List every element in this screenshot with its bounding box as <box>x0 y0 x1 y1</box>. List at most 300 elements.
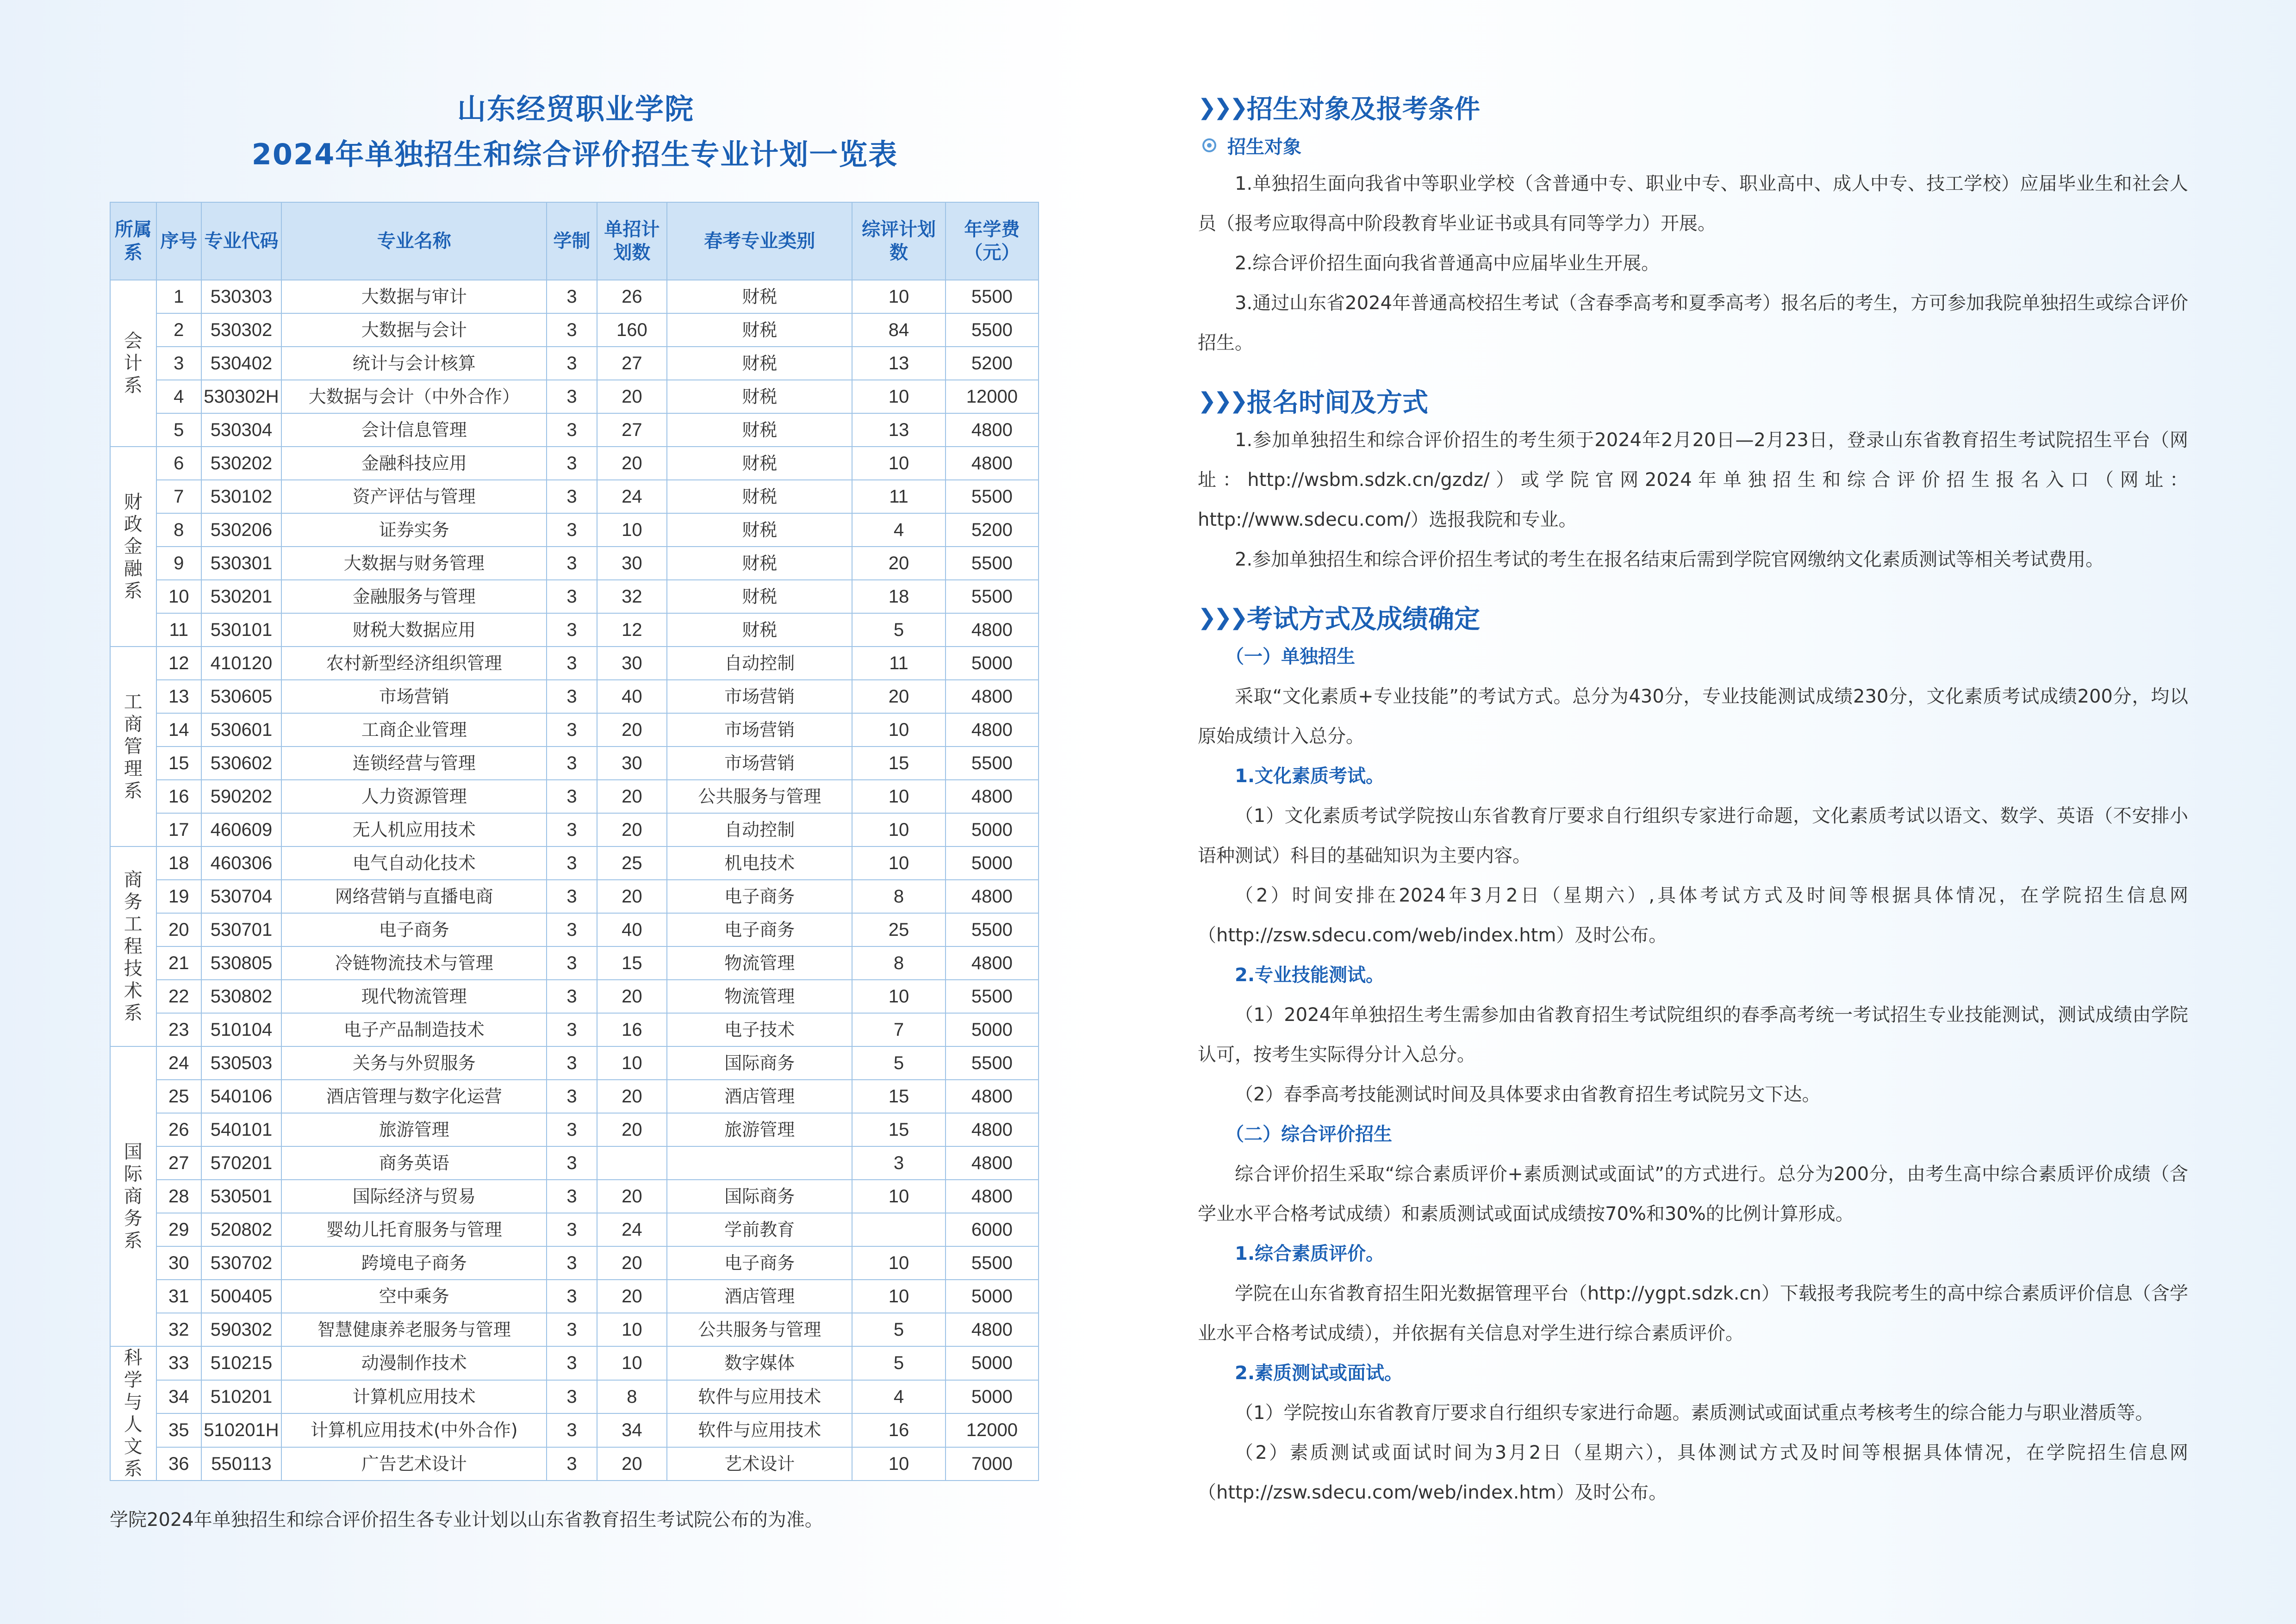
cell-major: 无人机应用技术 <box>281 813 547 846</box>
cell-category: 酒店管理 <box>667 1080 852 1113</box>
table-row <box>110 313 1039 347</box>
paragraph: （1）2024年单独招生考生需参加由省教育招生考试院组织的春季高考统一考试招生专业技能测试，测试成绩由学院认可，按考生实际得分计入总分。 <box>1198 1004 2188 1065</box>
cell-seq: 3 <box>156 347 201 380</box>
cell-single-quota: 20 <box>597 880 667 913</box>
table-title: 2024年单独招生和综合评价招生专业计划一览表 <box>251 137 898 171</box>
cell-years: 3 <box>547 447 597 480</box>
cell-years: 3 <box>547 480 597 513</box>
cell-category: 财税 <box>667 280 852 313</box>
cell-major: 大数据与审计 <box>281 280 547 313</box>
cell-category: 电子商务 <box>667 913 852 946</box>
cell-major: 资产评估与管理 <box>281 480 547 513</box>
cell-code: 550113 <box>201 1447 281 1481</box>
table-row <box>110 647 1039 680</box>
cell-tuition: 6000 <box>946 1213 1039 1246</box>
cell-tuition: 5500 <box>946 480 1039 513</box>
cell-tuition: 5000 <box>946 647 1039 680</box>
cell-major: 计算机应用技术 <box>281 1380 547 1414</box>
cell-comp-quota: 10 <box>852 1280 945 1313</box>
cell-code: 530301 <box>201 547 281 580</box>
cell-single-quota: 8 <box>597 1380 667 1414</box>
cell-years: 3 <box>547 680 597 713</box>
cell-department: 会计系 <box>110 280 156 447</box>
cell-single-quota: 20 <box>597 1113 667 1146</box>
cell-seq: 22 <box>156 980 201 1013</box>
cell-seq: 34 <box>156 1380 201 1414</box>
cell-department: 商务工程技术系 <box>110 846 156 1046</box>
paragraph: （2）素质测试或面试时间为3月2日（星期六），具体测试方式及时间等根据具体情况，在学院招生信息网（http://zsw.sdecu.com/web/index.htm）及时公布。 <box>1198 1442 2188 1503</box>
cell-code: 530202 <box>201 447 281 480</box>
cell-tuition: 4800 <box>946 1313 1039 1346</box>
cell-code: 510201 <box>201 1380 281 1414</box>
table-row <box>110 447 1039 480</box>
section-title: 报名时间及方式 <box>1247 388 1428 418</box>
cell-major: 统计与会计核算 <box>281 347 547 380</box>
cell-code: 510215 <box>201 1346 281 1380</box>
cell-code: 530701 <box>201 913 281 946</box>
cell-single-quota: 24 <box>597 480 667 513</box>
cell-major: 旅游管理 <box>281 1113 547 1146</box>
cell-major: 计算机应用技术(中外合作) <box>281 1413 547 1447</box>
cell-seq: 16 <box>156 780 201 813</box>
plan-page <box>110 88 1040 1531</box>
cell-code: 530704 <box>201 880 281 913</box>
table-row <box>110 813 1039 846</box>
cell-comp-quota: 10 <box>852 1180 945 1213</box>
cell-comp-quota: 5 <box>852 1346 945 1380</box>
cell-years: 3 <box>547 280 597 313</box>
cell-single-quota: 30 <box>597 547 667 580</box>
cell-code: 500405 <box>201 1280 281 1313</box>
cell-category: 财税 <box>667 480 852 513</box>
cell-single-quota: 15 <box>597 946 667 980</box>
table-row <box>110 1380 1039 1414</box>
cell-category <box>667 1146 852 1180</box>
paragraph: 2.综合评价招生面向我省普通高中应届毕业生开展。 <box>1235 253 1660 274</box>
cell-years: 3 <box>547 613 597 647</box>
cell-tuition: 12000 <box>946 380 1039 413</box>
cell-category: 机电技术 <box>667 846 852 880</box>
cell-years: 3 <box>547 913 597 946</box>
table-row <box>110 613 1039 647</box>
cell-major: 智慧健康养老服务与管理 <box>281 1313 547 1346</box>
cell-comp-quota: 13 <box>852 413 945 447</box>
cell-code: 530302 <box>201 313 281 347</box>
cell-comp-quota: 7 <box>852 1013 945 1046</box>
cell-single-quota: 20 <box>597 1080 667 1113</box>
cell-code: 510104 <box>201 1013 281 1046</box>
cell-years: 3 <box>547 1246 597 1280</box>
cell-single-quota: 30 <box>597 647 667 680</box>
cell-category: 财税 <box>667 447 852 480</box>
cell-seq: 33 <box>156 1346 201 1380</box>
cell-major: 大数据与财务管理 <box>281 547 547 580</box>
cell-years: 3 <box>547 946 597 980</box>
col-header-major: 专业名称 <box>281 202 547 280</box>
cell-seq: 23 <box>156 1013 201 1046</box>
cell-single-quota: 40 <box>597 680 667 713</box>
paragraph: 1.参加单独招生和综合评价招生的考生须于2024年2月20日—2月23日，登录山东省教育招生考试院招生平台（网址：http://wsbm.sdzk.cn/gzdz/）或学院官网2024年单独招生和综合评价招生报名入口（网址：http://www.sdecu.com/）选报我院和专业。 <box>1198 429 2188 530</box>
cell-code: 530802 <box>201 980 281 1013</box>
cell-code: 530601 <box>201 713 281 747</box>
cell-code: 460306 <box>201 846 281 880</box>
cell-single-quota: 25 <box>597 846 667 880</box>
paragraph: （2）春季高考技能测试时间及具体要求由省教育招生考试院另文下达。 <box>1235 1084 1821 1105</box>
col-header-single-quota: 单招计划数 <box>597 202 667 280</box>
table-row <box>110 713 1039 747</box>
cell-comp-quota: 10 <box>852 846 945 880</box>
table-row <box>110 1313 1039 1346</box>
cell-category: 财税 <box>667 580 852 613</box>
cell-seq: 4 <box>156 380 201 413</box>
subsection-title: （一）单独招生 <box>1226 646 1355 667</box>
plan-table <box>110 202 1039 1481</box>
cell-category: 财税 <box>667 613 852 647</box>
cell-comp-quota <box>852 1213 945 1246</box>
cell-major: 空中乘务 <box>281 1280 547 1313</box>
target-circle-icon <box>1202 138 1216 152</box>
paragraph: 学院在山东省教育招生阳光数据管理平台（http://ygpt.sdzk.cn）下载报考我院考生的高中综合素质评价信息（含学业水平合格考试成绩），并依据有关信息对学生进行综合素质评价。 <box>1198 1283 2188 1344</box>
cell-seq: 13 <box>156 680 201 713</box>
cell-category: 公共服务与管理 <box>667 780 852 813</box>
cell-major: 广告艺术设计 <box>281 1447 547 1481</box>
cell-years: 3 <box>547 846 597 880</box>
cell-seq: 30 <box>156 1246 201 1280</box>
cell-category: 艺术设计 <box>667 1447 852 1481</box>
cell-category: 酒店管理 <box>667 1280 852 1313</box>
cell-code: 530303 <box>201 280 281 313</box>
cell-years: 3 <box>547 1380 597 1414</box>
cell-category: 电子技术 <box>667 1013 852 1046</box>
cell-single-quota: 10 <box>597 1046 667 1080</box>
cell-years: 3 <box>547 1013 597 1046</box>
cell-tuition: 5500 <box>946 980 1039 1013</box>
table-row <box>110 846 1039 880</box>
cell-tuition: 5500 <box>946 913 1039 946</box>
cell-category: 市场营销 <box>667 713 852 747</box>
cell-category: 财税 <box>667 347 852 380</box>
cell-comp-quota: 10 <box>852 1447 945 1481</box>
cell-single-quota: 27 <box>597 413 667 447</box>
cell-code: 530102 <box>201 480 281 513</box>
cell-category: 国际商务 <box>667 1180 852 1213</box>
cell-tuition: 7000 <box>946 1447 1039 1481</box>
table-row <box>110 513 1039 547</box>
cell-seq: 35 <box>156 1413 201 1447</box>
cell-code: 520802 <box>201 1213 281 1246</box>
cell-comp-quota: 11 <box>852 647 945 680</box>
cell-tuition: 4800 <box>946 680 1039 713</box>
cell-seq: 27 <box>156 1146 201 1180</box>
cell-seq: 17 <box>156 813 201 846</box>
cell-tuition: 12000 <box>946 1413 1039 1447</box>
cell-years: 3 <box>547 1280 597 1313</box>
cell-single-quota: 20 <box>597 1246 667 1280</box>
cell-seq: 32 <box>156 1313 201 1346</box>
cell-category: 财税 <box>667 547 852 580</box>
paragraph: 综合评价招生采取“综合素质评价+素质测试或面试”的方式进行。总分为200分，由考生高中综合素质评价成绩（含学业水平合格考试成绩）和素质测试或面试成绩按70%和30%的比例计算形成。 <box>1198 1164 2188 1225</box>
cell-comp-quota: 10 <box>852 980 945 1013</box>
table-row <box>110 880 1039 913</box>
cell-single-quota: 20 <box>597 1180 667 1213</box>
cell-years: 3 <box>547 1046 597 1080</box>
cell-tuition: 5500 <box>946 747 1039 780</box>
table-row <box>110 747 1039 780</box>
cell-single-quota: 26 <box>597 280 667 313</box>
paragraph: （1）学院按山东省教育厅要求自行组织专家进行命题。素质测试或面试重点考核考生的综合能力与职业潜质等。 <box>1235 1402 2154 1424</box>
cell-years: 3 <box>547 1113 597 1146</box>
cell-seq: 24 <box>156 1046 201 1080</box>
cell-single-quota: 20 <box>597 980 667 1013</box>
cell-major: 商务英语 <box>281 1146 547 1180</box>
cell-single-quota: 10 <box>597 1313 667 1346</box>
cell-code: 460609 <box>201 813 281 846</box>
cell-major: 动漫制作技术 <box>281 1346 547 1380</box>
cell-single-quota: 34 <box>597 1413 667 1447</box>
cell-category: 公共服务与管理 <box>667 1313 852 1346</box>
cell-comp-quota: 10 <box>852 1246 945 1280</box>
cell-comp-quota: 20 <box>852 547 945 580</box>
cell-code: 530702 <box>201 1246 281 1280</box>
table-header-row <box>110 202 1039 280</box>
cell-single-quota: 160 <box>597 313 667 347</box>
cell-seq: 20 <box>156 913 201 946</box>
cell-major: 大数据与会计（中外合作） <box>281 380 547 413</box>
cell-department: 科学与人文系 <box>110 1346 156 1481</box>
cell-code: 530402 <box>201 347 281 380</box>
cell-years: 3 <box>547 380 597 413</box>
cell-major: 财税大数据应用 <box>281 613 547 647</box>
table-row <box>110 946 1039 980</box>
cell-single-quota: 40 <box>597 913 667 946</box>
subsection-title: （二）综合评价招生 <box>1226 1124 1392 1145</box>
cell-seq: 8 <box>156 513 201 547</box>
cell-tuition: 5500 <box>946 280 1039 313</box>
cell-tuition: 5000 <box>946 1346 1039 1380</box>
cell-comp-quota: 10 <box>852 813 945 846</box>
cell-category: 数字媒体 <box>667 1346 852 1380</box>
cell-tuition: 5000 <box>946 1380 1039 1414</box>
admission-info-page <box>1198 88 2188 1512</box>
cell-tuition: 4800 <box>946 1146 1039 1180</box>
cell-tuition: 5000 <box>946 1013 1039 1046</box>
cell-category: 电子商务 <box>667 1246 852 1280</box>
cell-single-quota: 27 <box>597 347 667 380</box>
cell-comp-quota: 8 <box>852 880 945 913</box>
cell-single-quota: 20 <box>597 713 667 747</box>
cell-major: 金融服务与管理 <box>281 580 547 613</box>
cell-seq: 7 <box>156 480 201 513</box>
col-header-code: 专业代码 <box>201 202 281 280</box>
triple-chevron-icon: ❯❯❯ <box>1198 604 1245 630</box>
cell-tuition: 5500 <box>946 580 1039 613</box>
section-heading-eligibility <box>1198 88 2188 127</box>
cell-category: 财税 <box>667 413 852 447</box>
cell-single-quota: 10 <box>597 513 667 547</box>
cell-single-quota: 10 <box>597 1346 667 1380</box>
cell-code: 410120 <box>201 647 281 680</box>
cell-comp-quota: 25 <box>852 913 945 946</box>
cell-years: 3 <box>547 513 597 547</box>
cell-seq: 2 <box>156 313 201 347</box>
cell-major: 跨境电子商务 <box>281 1246 547 1280</box>
section-heading-registration <box>1198 381 2188 420</box>
cell-category: 市场营销 <box>667 747 852 780</box>
cell-years: 3 <box>547 1080 597 1113</box>
cell-years: 3 <box>547 880 597 913</box>
cell-seq: 29 <box>156 1213 201 1246</box>
cell-single-quota <box>597 1146 667 1180</box>
cell-years: 3 <box>547 1447 597 1481</box>
cell-major: 网络营销与直播电商 <box>281 880 547 913</box>
cell-department: 国际商务系 <box>110 1046 156 1346</box>
cell-code: 570201 <box>201 1146 281 1180</box>
col-header-tuition: 年学费（元） <box>946 202 1039 280</box>
table-row <box>110 1180 1039 1213</box>
cell-code: 530304 <box>201 413 281 447</box>
cell-comp-quota: 15 <box>852 1113 945 1146</box>
triple-chevron-icon: ❯❯❯ <box>1198 94 1245 120</box>
cell-seq: 15 <box>156 747 201 780</box>
cell-department: 工商管理系 <box>110 647 156 846</box>
cell-comp-quota: 10 <box>852 380 945 413</box>
cell-single-quota: 20 <box>597 780 667 813</box>
table-row <box>110 380 1039 413</box>
cell-category: 国际商务 <box>667 1046 852 1080</box>
table-row <box>110 1213 1039 1246</box>
cell-comp-quota: 4 <box>852 1380 945 1414</box>
cell-tuition: 5200 <box>946 513 1039 547</box>
table-row <box>110 780 1039 813</box>
cell-comp-quota: 5 <box>852 1313 945 1346</box>
cell-tuition: 4800 <box>946 713 1039 747</box>
cell-comp-quota: 10 <box>852 280 945 313</box>
cell-comp-quota: 5 <box>852 1046 945 1080</box>
cell-tuition: 5500 <box>946 1246 1039 1280</box>
cell-category: 自动控制 <box>667 813 852 846</box>
cell-code: 510201H <box>201 1413 281 1447</box>
table-row <box>110 580 1039 613</box>
cell-comp-quota: 20 <box>852 680 945 713</box>
cell-tuition: 5000 <box>946 1280 1039 1313</box>
cell-category: 自动控制 <box>667 647 852 680</box>
cell-seq: 36 <box>156 1447 201 1481</box>
cell-years: 3 <box>547 980 597 1013</box>
cell-code: 530302H <box>201 380 281 413</box>
cell-major: 会计信息管理 <box>281 413 547 447</box>
cell-code: 540106 <box>201 1080 281 1113</box>
cell-comp-quota: 15 <box>852 1080 945 1113</box>
cell-tuition: 4800 <box>946 780 1039 813</box>
cell-years: 3 <box>547 713 597 747</box>
cell-tuition: 4800 <box>946 613 1039 647</box>
item-title: 1.文化素质考试。 <box>1235 765 1385 787</box>
section-title: 考试方式及成绩确定 <box>1247 604 1480 635</box>
cell-seq: 6 <box>156 447 201 480</box>
cell-seq: 14 <box>156 713 201 747</box>
cell-years: 3 <box>547 1346 597 1380</box>
cell-years: 3 <box>547 1313 597 1346</box>
cell-tuition: 5500 <box>946 1046 1039 1080</box>
item-title: 2.素质测试或面试。 <box>1235 1363 1403 1384</box>
paragraph: 采取“文化素质+专业技能”的考试方式。总分为430分，专业技能测试成绩230分，文化素质考试成绩200分，均以原始成绩计入总分。 <box>1198 686 2188 747</box>
cell-seq: 31 <box>156 1280 201 1313</box>
cell-major: 农村新型经济组织管理 <box>281 647 547 680</box>
cell-major: 大数据与会计 <box>281 313 547 347</box>
section-title: 招生对象及报考条件 <box>1247 94 1480 124</box>
cell-years: 3 <box>547 313 597 347</box>
table-row <box>110 547 1039 580</box>
cell-major: 金融科技应用 <box>281 447 547 480</box>
cell-major: 电子商务 <box>281 913 547 946</box>
table-row <box>110 980 1039 1013</box>
school-title: 山东经贸职业学院 <box>457 92 694 126</box>
cell-single-quota: 20 <box>597 380 667 413</box>
section-heading-exam <box>1198 598 2188 637</box>
cell-major: 冷链物流技术与管理 <box>281 946 547 980</box>
cell-tuition: 4800 <box>946 1113 1039 1146</box>
cell-tuition: 5200 <box>946 347 1039 380</box>
triple-chevron-icon: ❯❯❯ <box>1198 388 1245 414</box>
cell-code: 530503 <box>201 1046 281 1080</box>
cell-major: 连锁经营与管理 <box>281 747 547 780</box>
cell-single-quota: 12 <box>597 613 667 647</box>
cell-category: 财税 <box>667 313 852 347</box>
paragraph: （2）时间安排在2024年3月2日（星期六）,具体考试方式及时间等根据具体情况，在学院招生信息网（http://zsw.sdecu.com/web/index.htm）及时公布。 <box>1198 885 2188 946</box>
table-row <box>110 1346 1039 1380</box>
cell-seq: 21 <box>156 946 201 980</box>
cell-years: 3 <box>547 780 597 813</box>
cell-comp-quota: 4 <box>852 513 945 547</box>
cell-years: 3 <box>547 547 597 580</box>
cell-comp-quota: 5 <box>852 613 945 647</box>
cell-comp-quota: 15 <box>852 747 945 780</box>
cell-comp-quota: 16 <box>852 1413 945 1447</box>
cell-comp-quota: 11 <box>852 480 945 513</box>
cell-seq: 25 <box>156 1080 201 1113</box>
cell-comp-quota: 3 <box>852 1146 945 1180</box>
cell-major: 电子产品制造技术 <box>281 1013 547 1046</box>
cell-comp-quota: 8 <box>852 946 945 980</box>
cell-category: 软件与应用技术 <box>667 1380 852 1414</box>
cell-code: 590202 <box>201 780 281 813</box>
table-row <box>110 1046 1039 1080</box>
cell-category: 物流管理 <box>667 946 852 980</box>
cell-major: 市场营销 <box>281 680 547 713</box>
table-row <box>110 413 1039 447</box>
cell-years: 3 <box>547 347 597 380</box>
table-row <box>110 680 1039 713</box>
cell-department: 财政金融系 <box>110 447 156 647</box>
col-header-seq: 序号 <box>156 202 201 280</box>
cell-single-quota: 20 <box>597 447 667 480</box>
cell-category: 软件与应用技术 <box>667 1413 852 1447</box>
cell-code: 530605 <box>201 680 281 713</box>
cell-years: 3 <box>547 1146 597 1180</box>
table-body <box>110 280 1039 1481</box>
cell-tuition: 4800 <box>946 946 1039 980</box>
cell-seq: 1 <box>156 280 201 313</box>
cell-comp-quota: 18 <box>852 580 945 613</box>
cell-tuition: 4800 <box>946 413 1039 447</box>
cell-comp-quota: 10 <box>852 780 945 813</box>
cell-seq: 9 <box>156 547 201 580</box>
table-row <box>110 1413 1039 1447</box>
table-row <box>110 347 1039 380</box>
cell-category: 物流管理 <box>667 980 852 1013</box>
cell-major: 关务与外贸服务 <box>281 1046 547 1080</box>
cell-comp-quota: 13 <box>852 347 945 380</box>
